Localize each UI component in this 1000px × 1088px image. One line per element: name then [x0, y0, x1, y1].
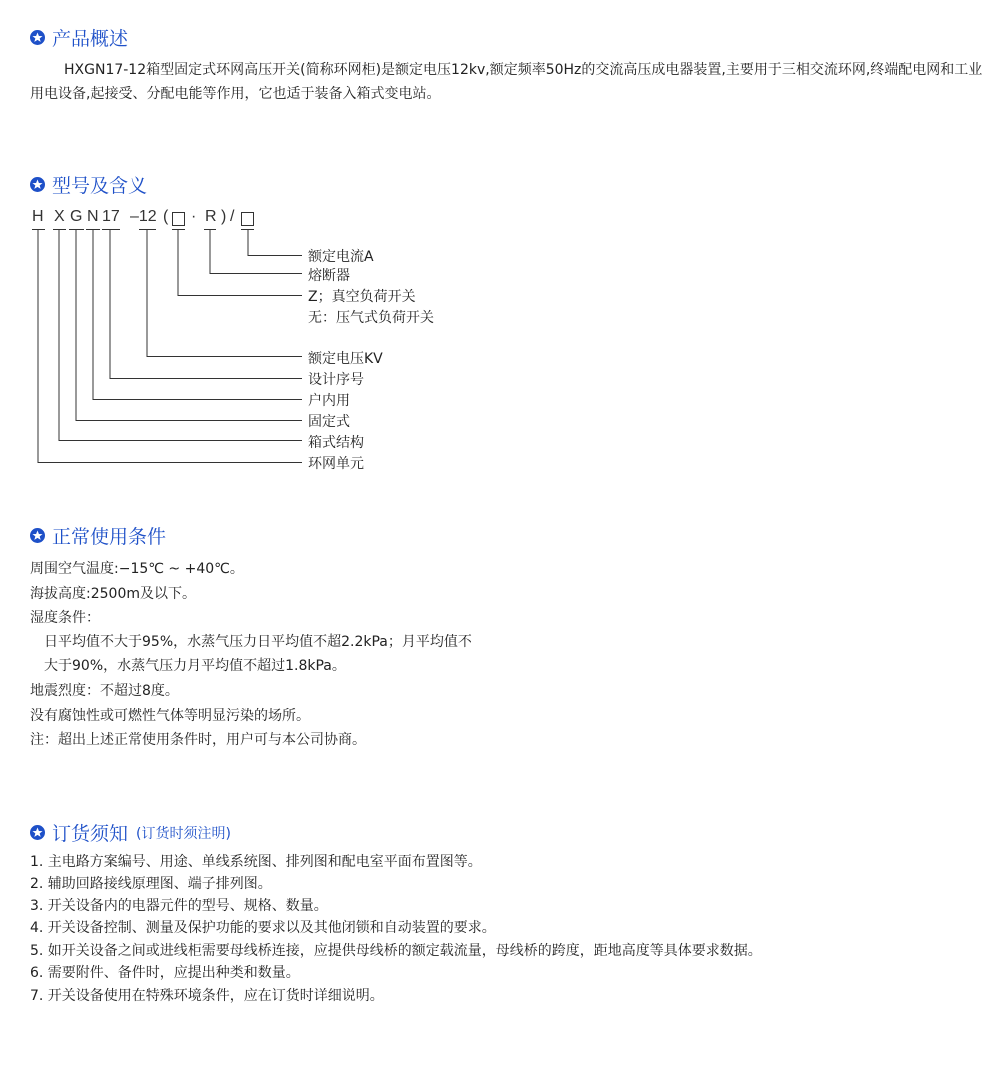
ordering-item-6: 6. 需要附件、备件时，应提出种类和数量。	[30, 965, 300, 981]
code-char-n: N	[87, 208, 99, 225]
code-char-h: H	[32, 208, 44, 225]
label-fuse: 熔断器	[308, 268, 350, 284]
ordering-item-1: 1. 主电路方案编号、用途、单线系统图、排列图和配电室平面布置图等。	[30, 854, 482, 870]
label-indoor: 户内用	[308, 393, 350, 409]
code-char-12: –12	[130, 208, 157, 225]
condition-humidity-line-2: 大于90%，水蒸气压力月平均值不超过1.8kPa。	[44, 658, 346, 674]
label-fixed: 固定式	[308, 414, 350, 430]
ordering-item-2: 2. 辅助回路接线原理图、端子排列图。	[30, 876, 272, 892]
star-badge-icon	[30, 825, 45, 840]
label-rated-current: 额定电流A	[308, 249, 374, 265]
section-title-text: 型号及含义	[52, 175, 148, 197]
ordering-item-3: 3. 开关设备内的电器元件的型号、规格、数量。	[30, 898, 328, 914]
label-gas-load-switch: 无：压气式负荷开关	[308, 310, 434, 326]
ordering-item-5: 5. 如开关设备之间或进线柜需要母线桥连接，应提供母线桥的额定载流量，母线桥的跨度，距地高度等具体要求数据。	[30, 943, 762, 959]
code-char-17: 17	[102, 208, 120, 225]
code-char-r: R	[205, 208, 217, 225]
code-dot: ·	[191, 208, 197, 225]
label-box-structure: 箱式结构	[308, 435, 364, 451]
section-title-text: 订货须知	[52, 823, 129, 845]
condition-altitude: 海拔高度:2500m及以下。	[30, 586, 196, 602]
overview-text: HXGN17-12箱型固定式环网高压开关(简称环网柜)是额定电压12kv,额定频率50Hz的交流高压成电器装置,主要用于三相交流环网,终端配电网和工业用电设备,起接受、分配电能等作用，它也适于装备入箱式变电站。	[30, 62, 983, 102]
label-rated-voltage: 额定电压KV	[308, 351, 383, 367]
condition-humidity-heading: 湿度条件：	[30, 610, 100, 626]
section-title-text: 产品概述	[52, 28, 129, 50]
section-title-ordering	[30, 819, 231, 846]
condition-humidity-line-1: 日平均值不大于95%，水蒸气压力日平均值不超2.2kPa；月平均值不	[44, 634, 472, 650]
code-char-g: G	[70, 208, 83, 225]
label-vacuum-load-switch: Z；真空负荷开关	[308, 289, 416, 305]
code-left-paren: (	[163, 208, 169, 225]
code-char-x: X	[54, 208, 65, 225]
ordering-item-4: 4. 开关设备控制、测量及保护功能的要求以及其他闭锁和自动装置的要求。	[30, 920, 496, 936]
star-badge-icon	[30, 528, 45, 543]
code-slash: /	[230, 208, 235, 225]
section-title-text: 正常使用条件	[52, 526, 167, 548]
code-right-paren: )	[221, 208, 227, 225]
section-title-conditions	[30, 522, 166, 549]
ordering-item-7: 7. 开关设备使用在特殊环境条件，应在订货时详细说明。	[30, 988, 384, 1004]
condition-temperature: 周围空气温度:−15℃ ~ +40℃。	[30, 561, 244, 577]
section-subtitle: (订货时须注明)	[136, 825, 231, 842]
condition-seismic: 地震烈度：不超过8度。	[30, 683, 179, 699]
label-ring-unit: 环网单元	[308, 456, 364, 472]
condition-note: 注：超出上述正常使用条件时，用户可与本公司协商。	[30, 732, 366, 748]
condition-environment: 没有腐蚀性或可燃性气体等明显污染的场所。	[30, 708, 310, 724]
label-design-number: 设计序号	[308, 372, 364, 388]
model-diagram-lines	[0, 0, 320, 480]
